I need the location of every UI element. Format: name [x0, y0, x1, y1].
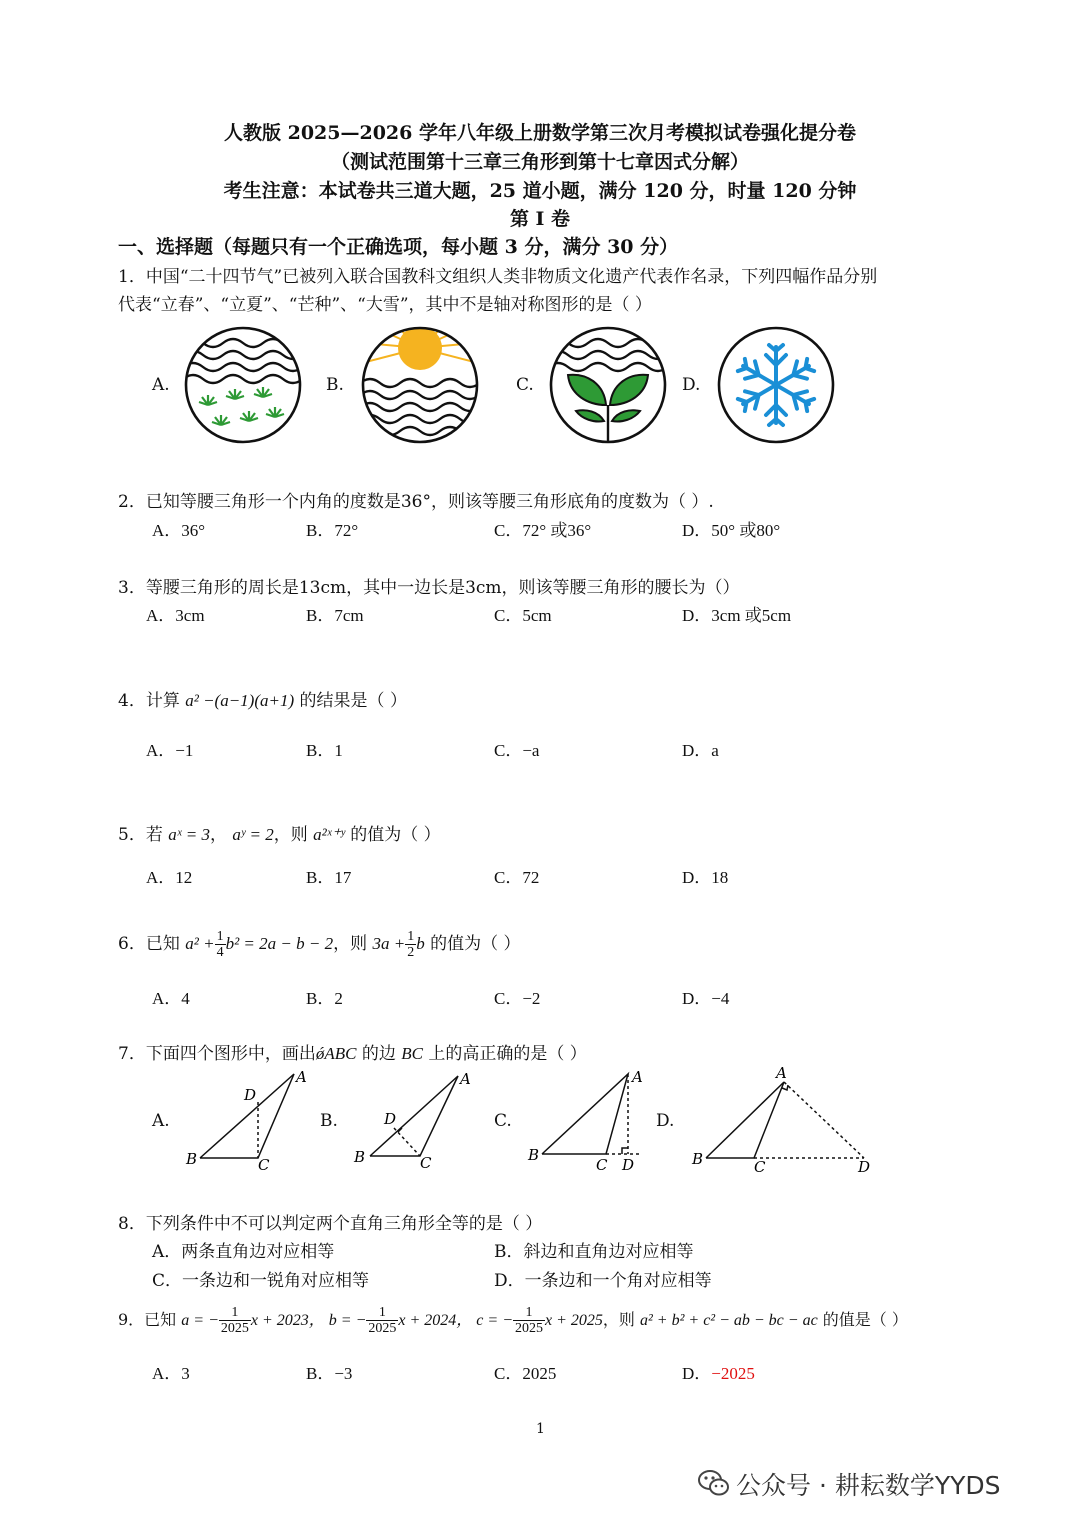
label-c: C	[420, 1154, 432, 1172]
q4-option-a[interactable]: A．−1	[146, 741, 194, 760]
q9-b-right: x + 2024	[398, 1312, 457, 1329]
label-d: D	[244, 1086, 257, 1104]
figure-lichun	[183, 325, 303, 445]
q6-suffix: 的值为（ ）	[424, 934, 521, 954]
q1-option-d[interactable]: D.	[682, 375, 701, 395]
label-b: B	[692, 1150, 704, 1168]
label-a: A	[296, 1068, 307, 1086]
grass-icon	[199, 387, 284, 425]
q5-cond-2: aʸ = 2	[232, 825, 274, 844]
q1-option-a[interactable]: A.	[152, 375, 170, 395]
q9-option-d-letter: D．	[682, 1364, 712, 1383]
q9-option-d-value: −2025	[711, 1364, 755, 1383]
q9-suffix: 的值是（ ）	[817, 1310, 908, 1329]
q7-figure-b	[350, 1066, 490, 1176]
q6-prefix: 6．已知	[118, 934, 186, 954]
q6-mid: ，则	[333, 934, 373, 954]
q9-stem	[118, 1305, 908, 1336]
q9-option-d[interactable]	[682, 1359, 755, 1384]
q7-figure-d	[688, 1066, 888, 1176]
q5-stem	[118, 820, 441, 845]
q6-stem	[118, 929, 521, 960]
q7-option-b[interactable]: B.	[320, 1111, 338, 1131]
snowflake-icon	[736, 345, 815, 425]
q5-suffix: 的值为（ ）	[344, 825, 441, 845]
figure-lixia	[360, 325, 480, 445]
section-title: 一、选择题（每题只有一个正确选项，每小题 3 分，满分 30 分）	[118, 236, 679, 258]
q1-option-b[interactable]: B.	[326, 375, 344, 395]
q7-option-a[interactable]: A.	[152, 1111, 170, 1131]
q1-option-c[interactable]: C.	[516, 375, 534, 395]
q9-a-right: x + 2023	[250, 1312, 309, 1329]
label-a: A	[776, 1064, 787, 1082]
label-c: C	[258, 1156, 270, 1174]
q9-c-left: ， c = −	[456, 1312, 513, 1329]
q1-stem-line1: 1．中国“二十四节气”已被列入联合国教科文组织人类非物质文化遗产代表作名录，下列四幅作品分别	[118, 267, 878, 287]
q9-a-left: a = −	[181, 1312, 219, 1329]
q8-option-a[interactable]: A．两条直角边对应相等	[152, 1242, 335, 1262]
q9-option-c[interactable]: C．2025	[494, 1364, 557, 1383]
q7-stem	[118, 1039, 587, 1064]
q6-fraction-half: $\frac{1}{2}$	[407, 929, 415, 960]
q4-option-c[interactable]: C．−a	[494, 741, 540, 760]
q9-fraction-a: $\frac{1}{2025}$	[220, 1305, 249, 1336]
q9-fraction-c: $\frac{1}{2025}$	[515, 1305, 543, 1336]
q6-target-right: b	[416, 934, 425, 953]
label-c: C	[754, 1158, 766, 1176]
q6-target-left: 3a +	[372, 934, 406, 953]
q9-c-right: x + 2025	[545, 1312, 603, 1329]
q9-prefix: 9．已知	[118, 1310, 182, 1329]
q5-mid: ，则	[273, 825, 314, 845]
q3-option-d[interactable]: D．3cm 或5cm	[682, 606, 792, 625]
q7-prefix: 7．下面四个图形中，画出	[118, 1044, 316, 1064]
q9-b-left: ， b = −	[308, 1312, 367, 1329]
label-d: D	[858, 1158, 871, 1176]
label-b: B	[354, 1148, 366, 1166]
q5-option-c[interactable]: C．72	[494, 868, 540, 887]
watermark-text: 公众号 · 耕耘数学YYDS	[736, 1471, 1001, 1500]
volume-label: 第 I 卷	[509, 208, 571, 230]
q3-option-c[interactable]: C．5cm	[494, 606, 552, 625]
q5-sep: ，	[210, 825, 233, 845]
q6-option-d[interactable]: D．−4	[682, 989, 730, 1008]
q7-triangle: ǿABC	[315, 1044, 357, 1063]
q7-suffix: 上的高正确的是（ ）	[422, 1044, 587, 1064]
q5-option-b[interactable]: B．17	[306, 868, 352, 887]
q9-mid: ，则	[602, 1310, 640, 1329]
q9-expression: a² + b² + c² − ab − bc − ac	[640, 1312, 818, 1329]
q7-option-c[interactable]: C.	[494, 1111, 512, 1131]
q8-option-c[interactable]: C．一条边和一锐角对应相等	[152, 1271, 370, 1291]
q4-option-d[interactable]: D．a	[682, 741, 719, 760]
q1-stem-line2: 代表“立春”、“立夏”、“芒种”、“大雪”，其中不是轴对称图形的是（ ）	[118, 295, 652, 315]
q3-stem: 3．等腰三角形的周长是13cm，其中一边长是3cm，则该等腰三角形的腰长为（）	[118, 578, 740, 598]
q5-option-a[interactable]: A．12	[146, 868, 193, 887]
label-a: A	[460, 1070, 471, 1088]
q2-stem: 2．已知等腰三角形一个内角的度数是36°，则该等腰三角形底角的度数为（ ）.	[118, 492, 714, 512]
label-c: C	[596, 1156, 608, 1174]
q3-option-b[interactable]: B．7cm	[306, 606, 364, 625]
q2-option-b[interactable]: B．72°	[306, 521, 359, 540]
q2-option-d[interactable]: D．50° 或80°	[682, 521, 781, 540]
q8-option-b[interactable]: B．斜边和直角边对应相等	[494, 1242, 694, 1262]
label-d: D	[622, 1156, 635, 1174]
q6-option-b[interactable]: B．2	[306, 989, 343, 1008]
q5-option-d[interactable]: D．18	[682, 868, 729, 887]
q5-prefix: 5．若	[118, 825, 169, 845]
q4-suffix: 的结果是（ ）	[294, 691, 407, 711]
q5-target: a²ˣ⁺ʸ	[313, 825, 345, 844]
q4-option-b[interactable]: B．1	[306, 741, 343, 760]
q7-mid: 的边	[356, 1044, 402, 1064]
q4-expression: a² −(a−1)(a+1)	[185, 691, 295, 710]
q8-stem: 8．下列条件中不可以判定两个直角三角形全等的是（ ）	[118, 1214, 543, 1234]
q7-figure-a	[180, 1066, 320, 1176]
q5-cond-1: aˣ = 3	[168, 825, 211, 844]
label-b: B	[186, 1150, 198, 1168]
exam-scope: （测试范围第十三章三角形到第十七章因式分解）	[330, 151, 749, 173]
label-b: B	[528, 1146, 540, 1164]
q6-option-c[interactable]: C．−2	[494, 989, 541, 1008]
exam-notice: 考生注意：本试卷共三道大题，25 道小题，满分 120 分，时量 120 分钟	[223, 180, 857, 202]
q2-option-c[interactable]: C．72° 或36°	[494, 521, 592, 540]
q9-fraction-b: $\frac{1}{2025}$	[368, 1305, 397, 1336]
figure-daxue	[716, 325, 836, 445]
q4-stem	[118, 686, 407, 711]
q4-prefix: 4．计算	[118, 691, 186, 711]
exam-title: 人教版 2025—2026 学年八年级上册数学第三次月考模拟试卷强化提分卷	[224, 122, 856, 144]
q7-figure-c	[524, 1066, 664, 1176]
q9-option-b[interactable]: B．−3	[306, 1364, 353, 1383]
q6-option-a[interactable]: A．4	[152, 989, 190, 1008]
q7-side: BC	[401, 1044, 423, 1063]
q2-option-a[interactable]: A．36°	[152, 521, 206, 540]
q6-expr-left: a² +	[185, 934, 215, 953]
figure-mangzhong	[548, 325, 668, 445]
q9-option-a[interactable]: A．3	[152, 1364, 190, 1383]
q8-option-d[interactable]: D．一条边和一个角对应相等	[494, 1271, 712, 1291]
label-d: D	[384, 1110, 397, 1128]
wechat-icon	[698, 1468, 730, 1498]
q3-option-a[interactable]: A．3cm	[146, 606, 205, 625]
label-a: A	[632, 1068, 643, 1086]
page-number: 1	[536, 1421, 545, 1437]
q7-option-d[interactable]: D.	[656, 1111, 675, 1131]
sun-icon	[398, 326, 442, 370]
q6-expr-right: b² = 2a − b − 2	[225, 934, 334, 953]
q6-fraction-quarter: $\frac{1}{4}$	[216, 929, 224, 960]
